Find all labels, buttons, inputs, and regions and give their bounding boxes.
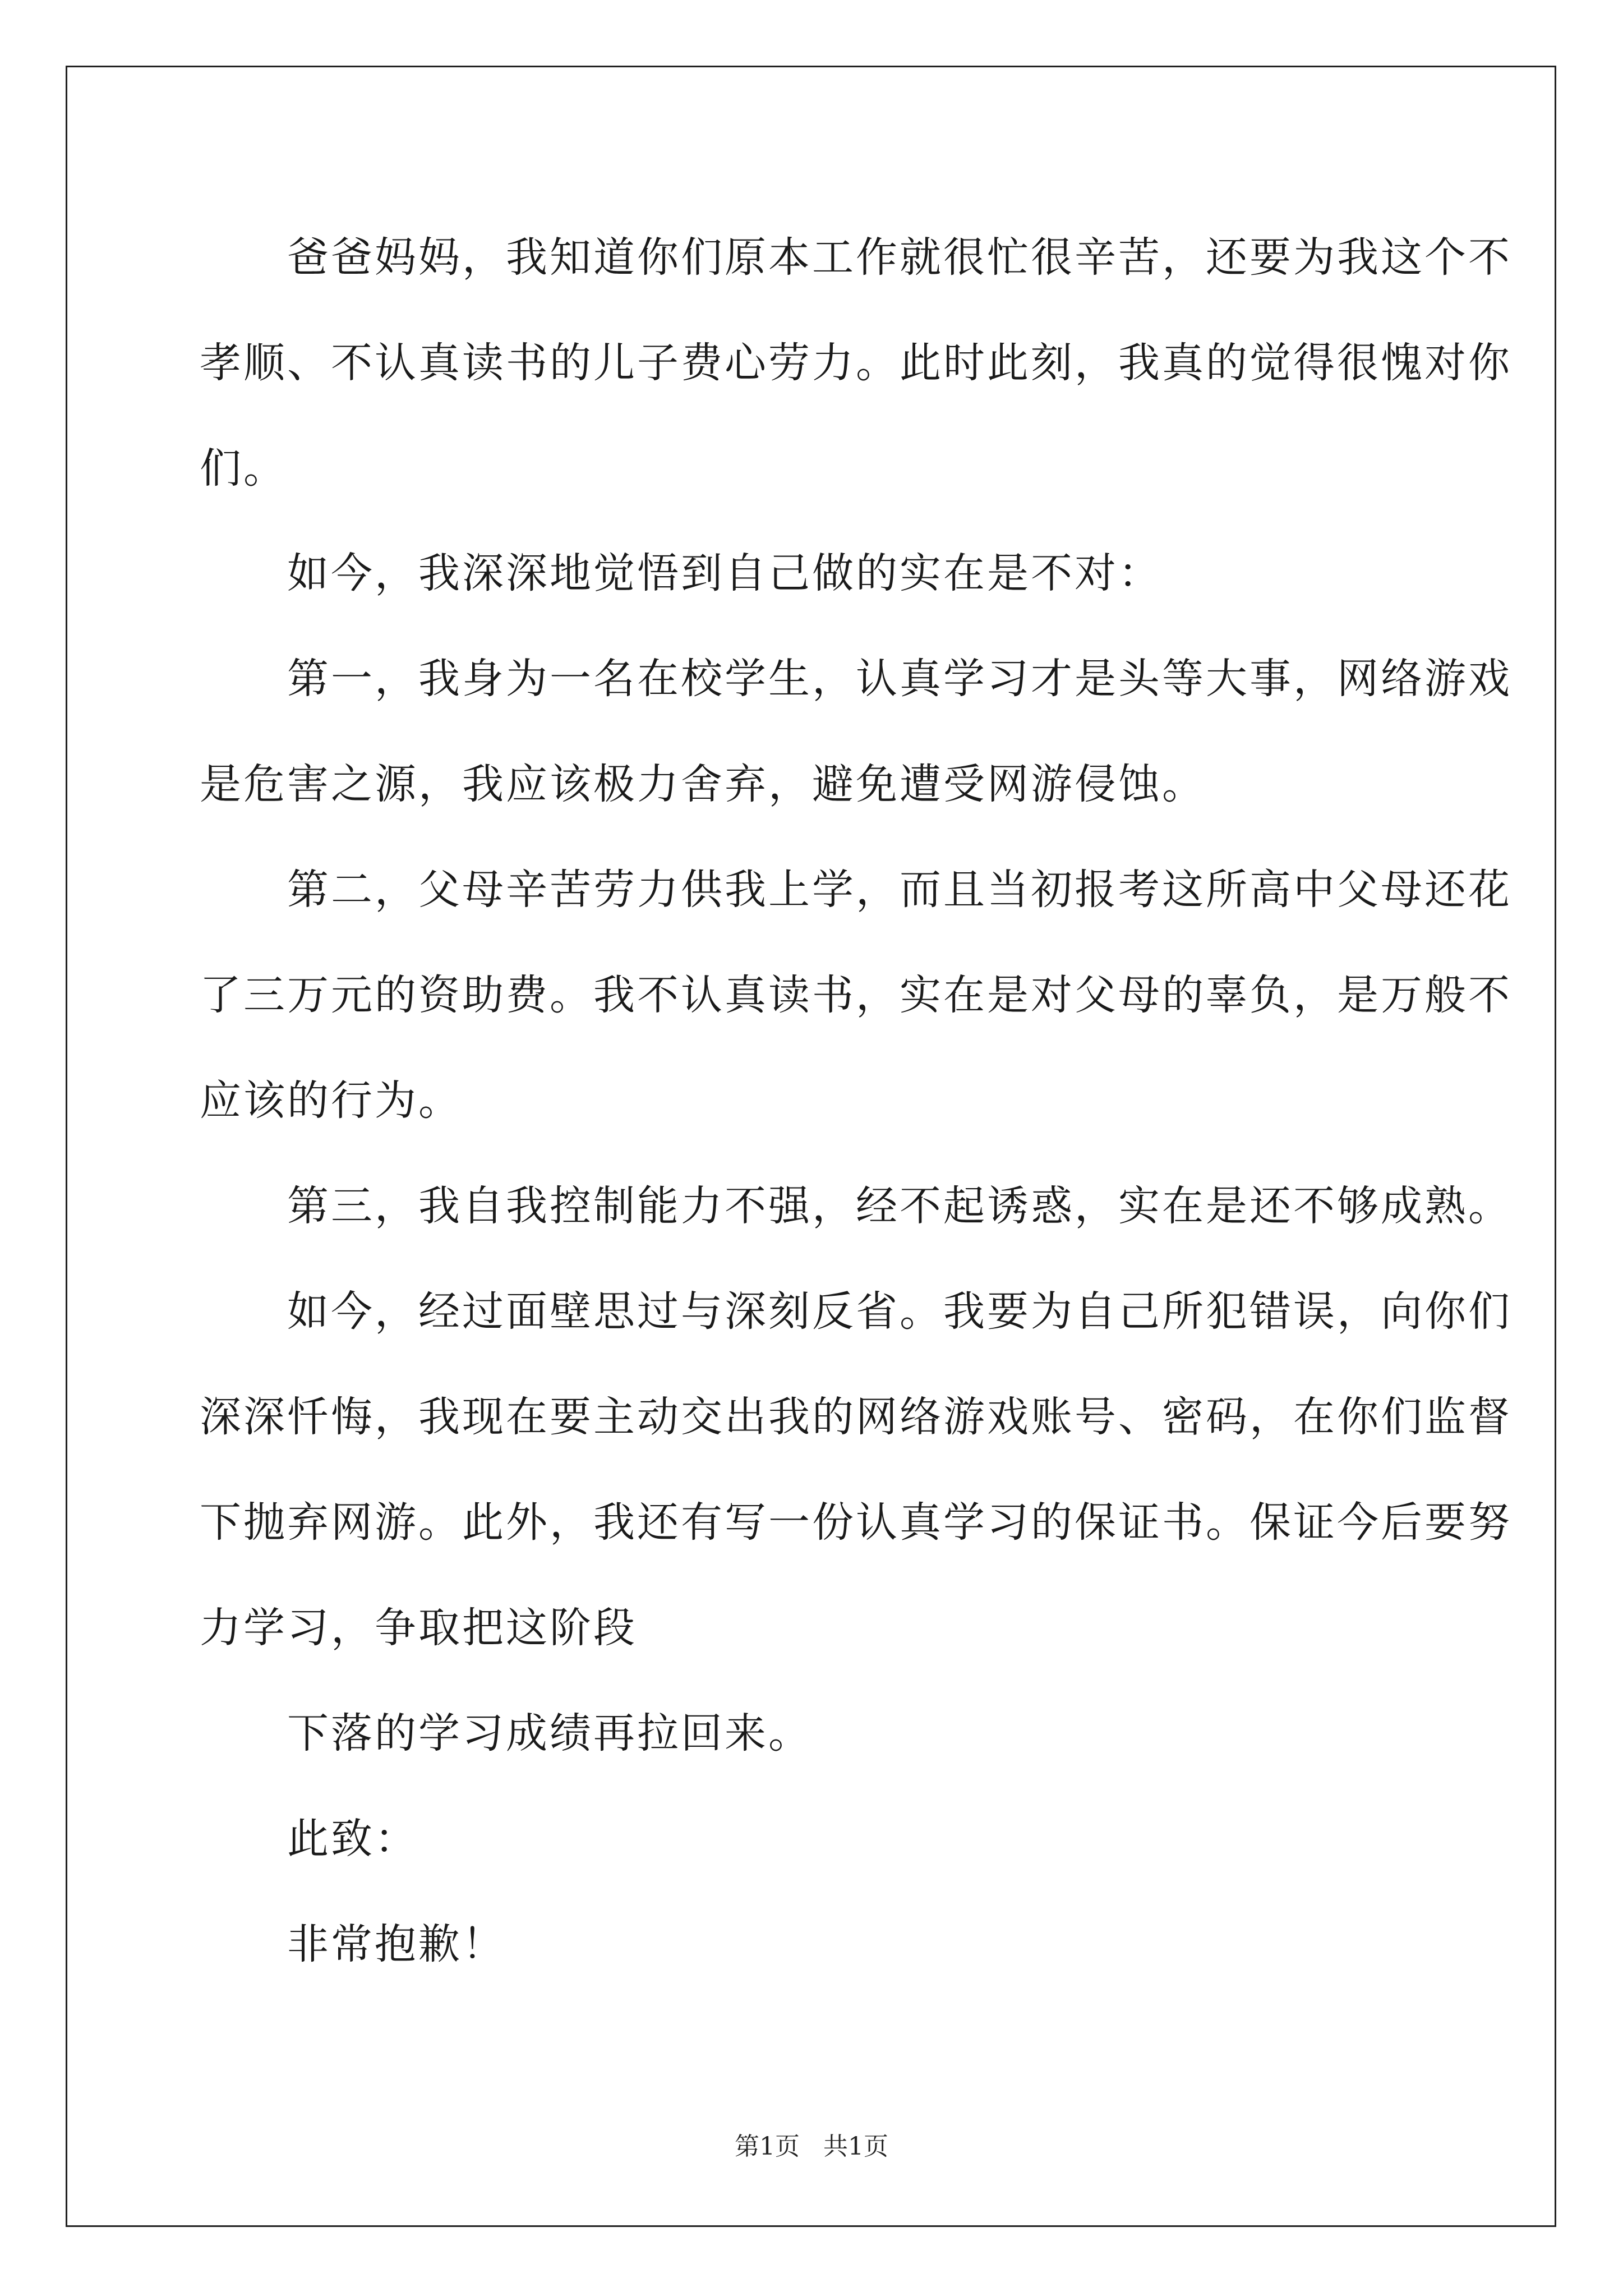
paragraph-6 [200, 1259, 1512, 1681]
text-line: 应该的行为。 [200, 1076, 462, 1125]
text-line: 力学习，争取把这阶段 [200, 1604, 637, 1652]
text-line: 第二，父母辛苦劳力供我上学，而且当初报考这所高中父母还花 [200, 866, 1512, 914]
paragraph-1 [200, 205, 1512, 521]
paragraph-5 [200, 1153, 1512, 1259]
text-line: 下落的学习成绩再拉回来。 [200, 1709, 812, 1757]
text-line: 此致： [200, 1815, 418, 1863]
closing-apology [200, 1892, 1433, 1997]
text-line: 了三万元的资助费。我不认真读书，实在是对父母的辜负，是万般不 [200, 971, 1512, 1019]
text-line: 第三，我自我控制能力不强，经不起诱惑，实在是还不够成熟。 [200, 1182, 1512, 1230]
page-footer [0, 2126, 1623, 2162]
text-line: 深深忏悔，我现在要主动交出我的网络游戏账号、密码，在你们监督 [200, 1393, 1512, 1441]
paragraph-2 [200, 521, 1433, 626]
page-total: 共1页 [823, 2132, 888, 2161]
closing-salutation [200, 1786, 1433, 1892]
paragraph-7 [200, 1681, 1433, 1786]
text-line: 如今，我深深地觉悟到自己做的实在是不对： [200, 549, 1162, 597]
text-line: 们。 [200, 444, 287, 493]
text-line: 孝顺、不认真读书的儿子费心劳力。此时此刻，我真的觉得很愧对你 [200, 339, 1512, 387]
text-line: 是危害之源，我应该极力舍弃，避免遭受网游侵蚀。 [200, 760, 1206, 808]
page-number: 第1页 [735, 2132, 800, 2161]
text-line: 如今，经过面壁思过与深刻反省。我要为自己所犯错误，向你们 [200, 1287, 1512, 1336]
paragraph-3 [200, 626, 1512, 837]
text-line: 下抛弃网游。此外，我还有写一份认真学习的保证书。保证今后要努 [200, 1498, 1512, 1547]
text-line: 爸爸妈妈，我知道你们原本工作就很忙很辛苦，还要为我这个不 [200, 233, 1512, 282]
text-line: 第一，我身为一名在校学生，认真学习才是头等大事，网络游戏 [200, 655, 1512, 703]
paragraph-4 [200, 837, 1512, 1153]
text-line: 非常抱歉！ [200, 1920, 506, 1968]
